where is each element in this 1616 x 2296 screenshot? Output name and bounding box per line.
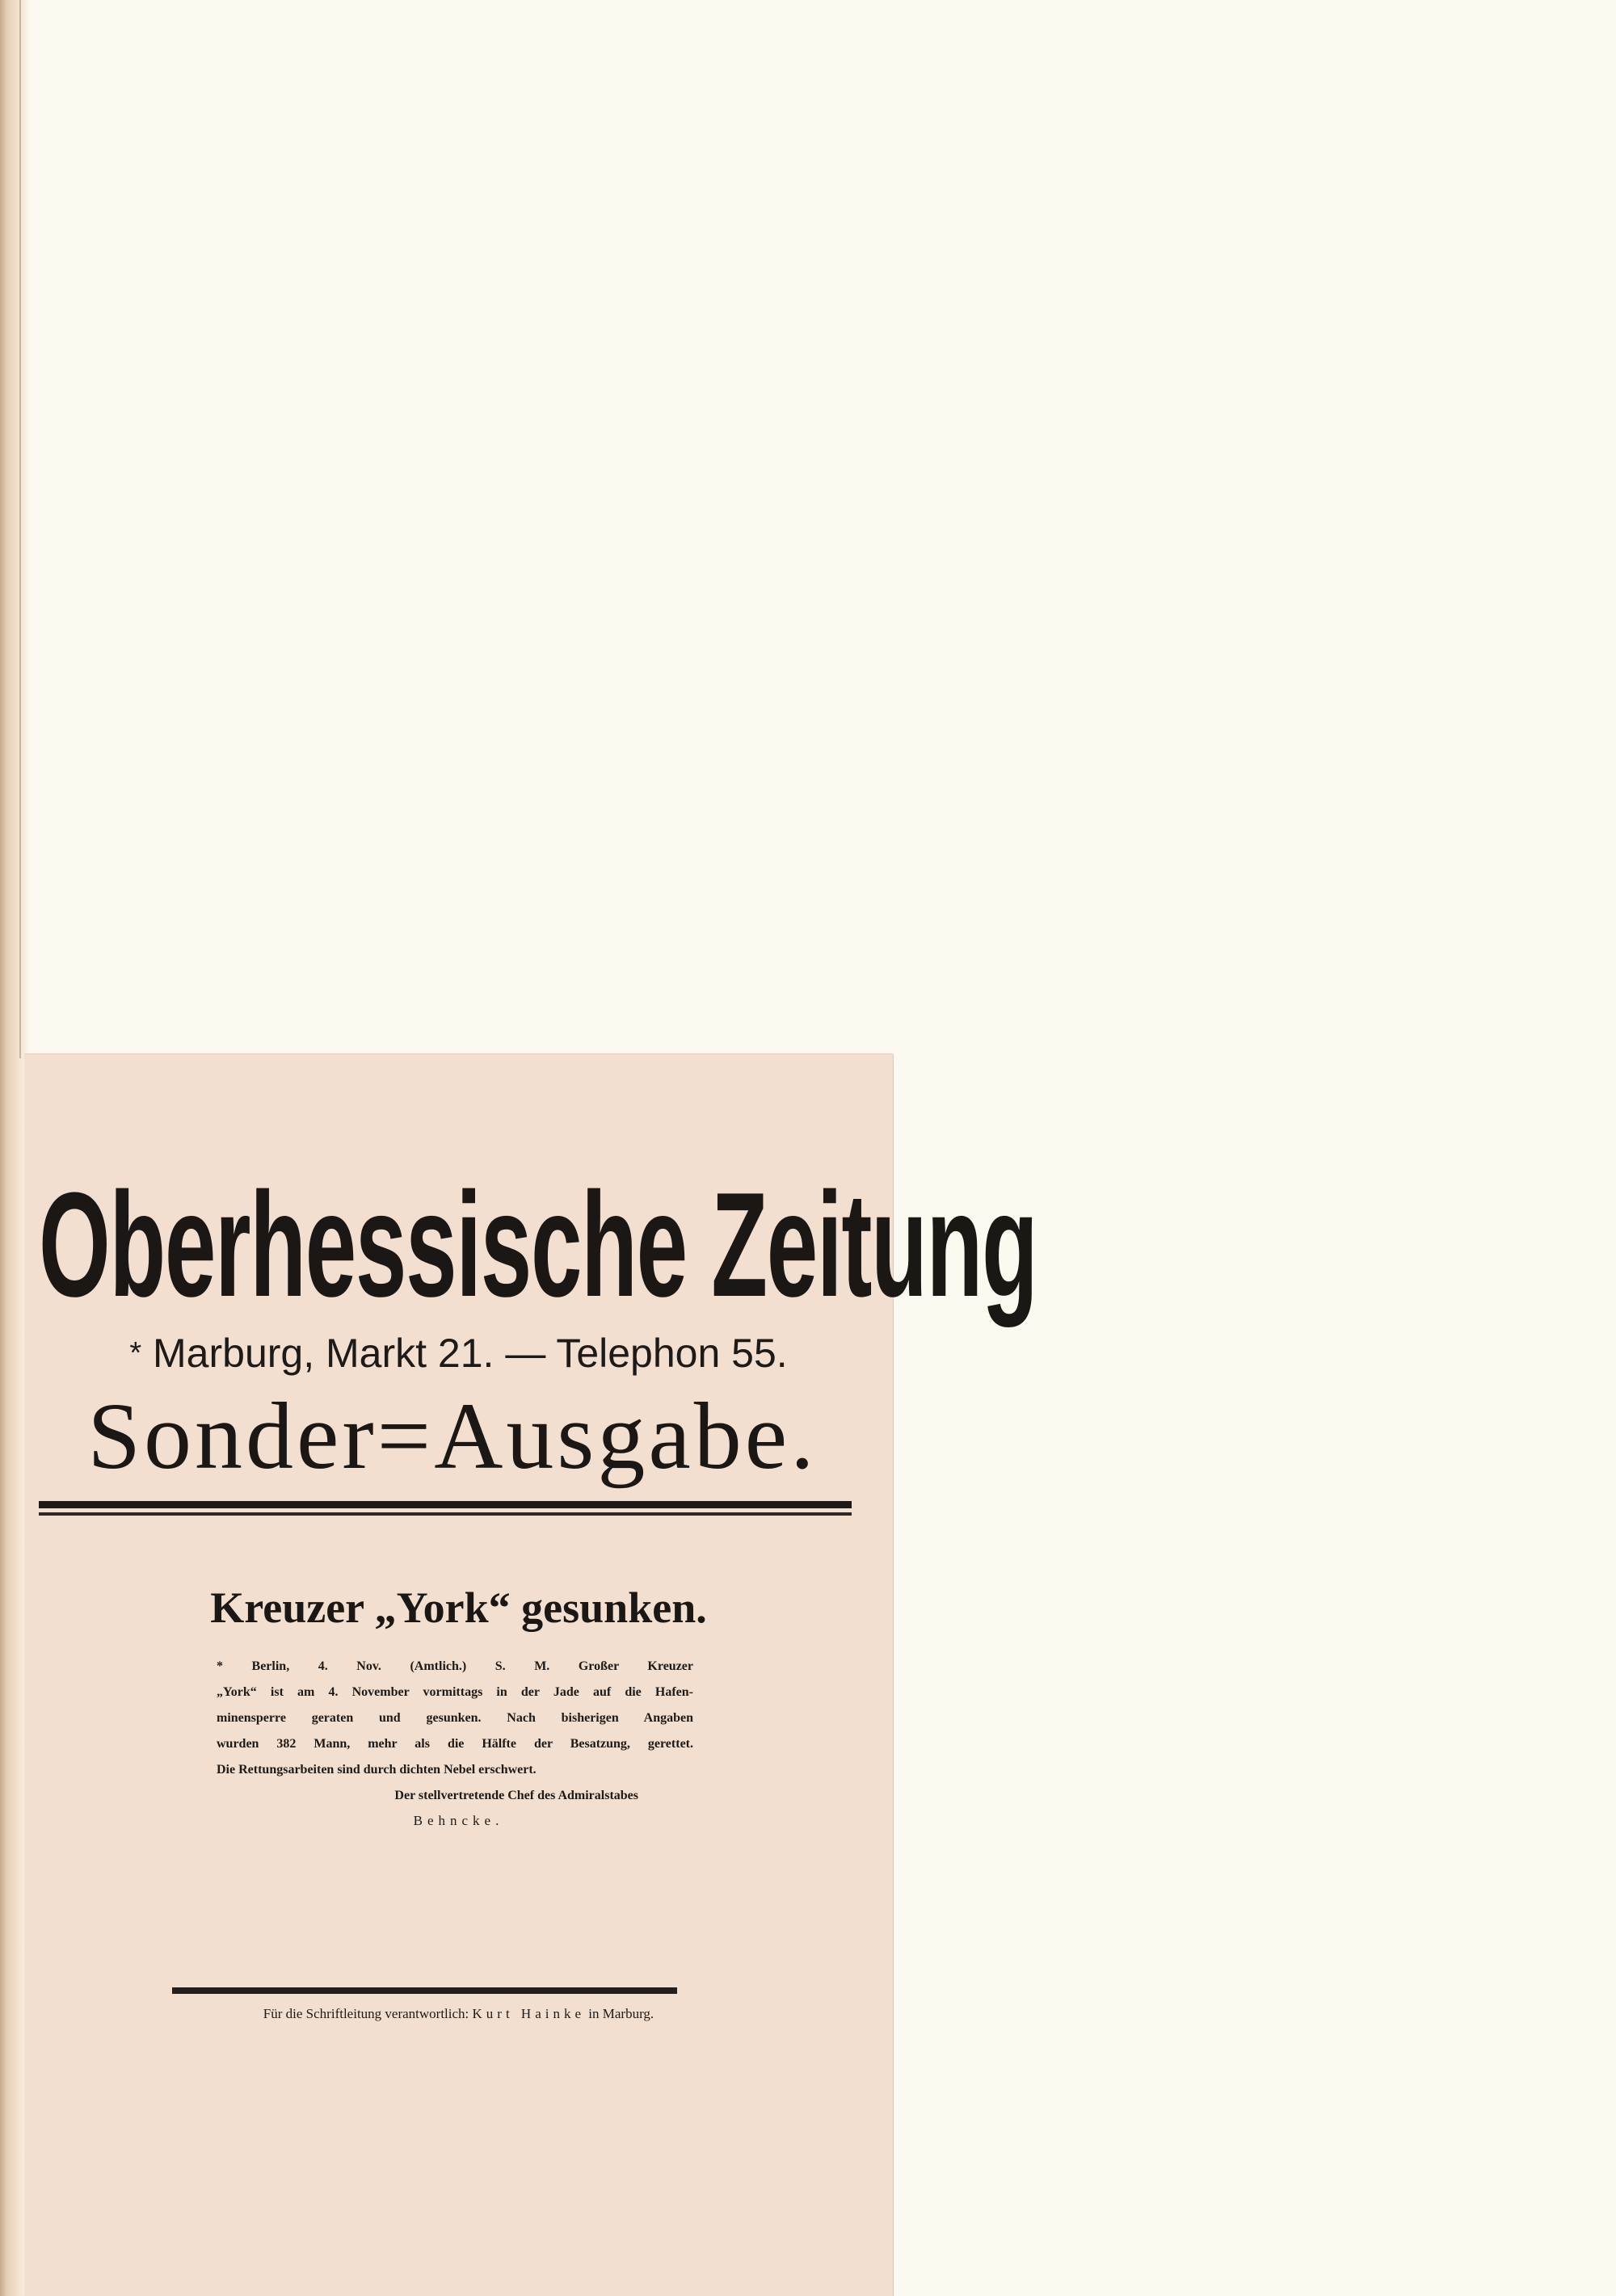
masthead-address-line [24,1331,893,1376]
asterisk-mark: * [129,1336,142,1370]
footer-imprint [24,2002,893,2026]
masthead-rule-thick [39,1501,852,1508]
masthead-title: Oberhessische Zeitung [39,1161,1037,1327]
newspaper-clipping [24,1054,1037,2296]
footer-editor: Kurt Hainke [472,2006,586,2021]
article-line: „York“ ist am 4. November vormittags in der Jade auf die Hafen- [217,1685,693,1699]
edition-title: Sonder=Ausgabe. [87,1383,818,1489]
article-line: minensperre geraten und gesunken. Nach bisherigen Angaben [217,1711,693,1725]
phone-text: Telephon 55. [556,1331,788,1376]
article-headline: Kreuzer „York“ gesunken. [210,1583,707,1632]
article-body [217,1654,693,1783]
article-line: wurden 382 Mann, mehr als die Hälfte der Besatzung, gerettet. [217,1737,693,1751]
masthead-rule-thin [39,1512,852,1516]
dash-separator: — [505,1331,546,1376]
footer-rule [172,1987,677,1994]
footer-suffix: in Marburg. [588,2006,654,2021]
article-line: * Berlin, 4. Nov. (Amtlich.) S. M. Großer Kreuzer [217,1659,693,1673]
signature-name: Behncke. [413,1813,504,1828]
address-text: Marburg, Markt 21. [153,1331,494,1376]
signature-title: Der stellvertretende Chef des Admiralstabes [394,1789,638,1802]
article-line: Die Rettungsarbeiten sind durch dichten Nebel erschwert. [217,1763,537,1777]
footer-prefix: Für die Schriftleitung verantwortlich: [263,2006,469,2021]
